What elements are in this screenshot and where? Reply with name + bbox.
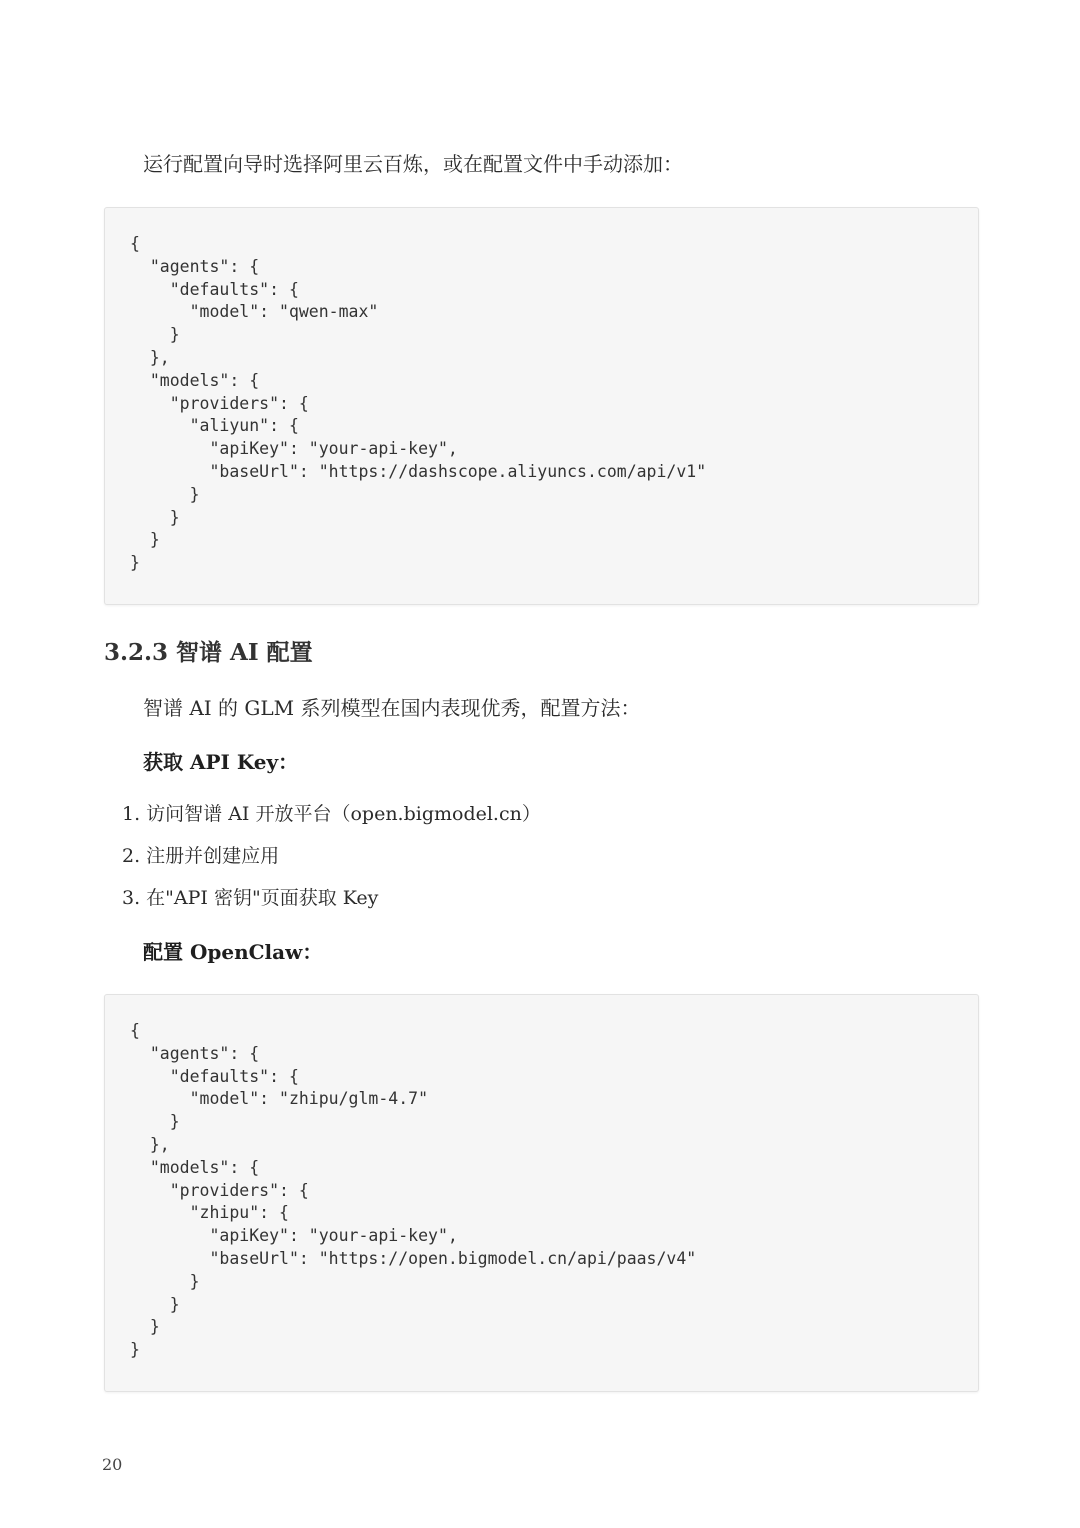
list-item: 3. 在"API 密钥"页面获取 Key bbox=[122, 887, 379, 909]
section-heading: 3.2.3 智谱 AI 配置 bbox=[104, 639, 313, 666]
code-block-aliyun bbox=[104, 207, 979, 605]
code-text-zhipu: { "agents": { "defaults": { "model": "zhipu/glm-4.7" } }, "models": { "providers": { "zhipu": { "apiKey": "your-api-key", "baseUrl": "https://open.bigmodel.cn/api/paas/v4" } } } } bbox=[130, 1021, 697, 1360]
code-text-aliyun: { "agents": { "defaults": { "model": "qwen-max" } }, "models": { "providers": { "aliyun": { "apiKey": "your-api-key", "baseUrl": "https://dashscope.aliyuncs.com/api/v1" } } } } bbox=[130, 234, 707, 573]
section-intro-paragraph: 智谱 AI 的 GLM 系列模型在国内表现优秀，配置方法： bbox=[143, 696, 641, 720]
list-item: 2. 注册并创建应用 bbox=[122, 845, 280, 867]
list-item: 1. 访问智谱 AI 开放平台（open.bigmodel.cn） bbox=[122, 803, 541, 825]
page-number: 20 bbox=[102, 1455, 123, 1474]
get-api-key-heading: 获取 API Key： bbox=[143, 750, 299, 774]
configure-openclaw-heading: 配置 OpenClaw： bbox=[143, 940, 323, 964]
steps-list bbox=[122, 800, 541, 926]
code-block-zhipu bbox=[104, 994, 979, 1392]
intro-paragraph: 运行配置向导时选择阿里云百炼，或在配置文件中手动添加： bbox=[143, 152, 683, 176]
